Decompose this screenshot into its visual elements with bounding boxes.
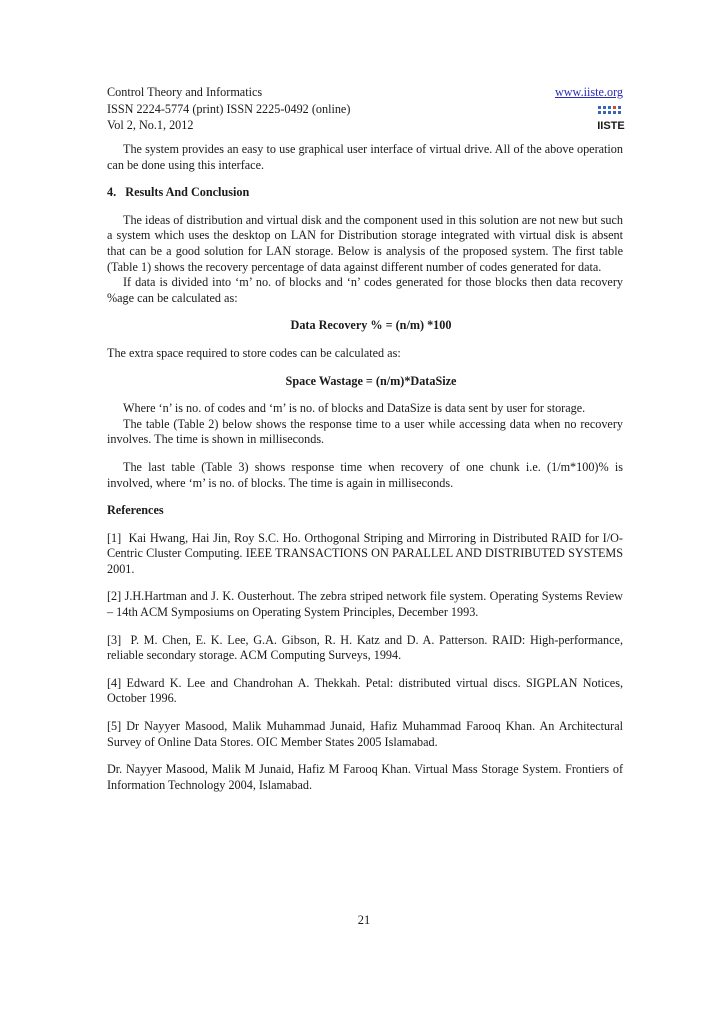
space-paragraph: The extra space required to store codes can be calculated as: (107, 345, 401, 360)
recovery-formula: Data Recovery % = (n/m) *100 (290, 318, 452, 333)
reference-item: [5] Dr Nayyer Masood, Malik Muhammad Junaid, Hafiz Muhammad Farooq Khan. An Architectural Survey of Online Data Stores. OIC Member States 2005 Islamabad. (107, 719, 623, 749)
section-heading: 4. Results And Conclusion (107, 185, 250, 200)
page-number: 21 (357, 913, 371, 927)
wastage-formula: Space Wastage = (n/m)*DataSize (285, 373, 457, 388)
references-heading: References (107, 503, 164, 518)
volume-line: Vol 2, No.1, 2012 (107, 118, 194, 132)
svg-text:IISTE: IISTE (597, 120, 625, 132)
reference-item: Dr. Nayyer Masood, Malik M Junaid, Hafiz M Farooq Khan. Virtual Mass Storage System. Frontiers of Information Technology 2004, Islamabad. (107, 762, 623, 792)
journal-url-link[interactable]: www.iiste.org (554, 85, 623, 99)
running-header (107, 84, 623, 134)
reference-item: [1] Kai Hwang, Hai Jin, Roy S.C. Ho. Orthogonal Striping and Mirroring in Distributed RAID for I/O-Centric Cluster Computing. IEEE TRANSACTIONS ON PARALLEL AND DISTRIBUTED SYSTEMS 2001. (107, 530, 623, 576)
body-text (107, 142, 623, 793)
results-paragraph: The ideas of distribution and virtual disk and the component used in this solution are not new but such a system which uses the desktop on LAN for Distribution storage integrated with virtual disk is absent that can be a good solution for LAN storage. Below is analysis of the proposed system. The first table (Table 1) shows the recovery percentage of data against different number of codes generated for data. (107, 212, 623, 274)
recovery-paragraph: If data is divided into ‘m’ no. of blocks and ‘n’ codes generated for those blocks then data recovery %age can be calculated as: (107, 275, 623, 305)
reference-item: [3] P. M. Chen, E. K. Lee, G.A. Gibson, R. H. Katz and D. A. Patterson. RAID: High-performance, reliable secondary storage. ACM Computing Surveys, 1994. (107, 632, 623, 663)
reference-item: [4] Edward K. Lee and Chandrohan A. Thekkah. Petal: distributed virtual discs. SIGPLAN Notices, October 1996. (107, 675, 623, 706)
reference-item: [2] J.H.Hartman and J. K. Ousterhout. The zebra striped network file system. Operating Systems Review – 14th ACM Symposiums on Operating System Principles, December 1993. (107, 589, 623, 620)
where-paragraph: Where ‘n’ is no. of codes and ‘m’ is no. of blocks and DataSize is data sent by user for storage. (123, 401, 586, 416)
journal-title: Control Theory and Informatics (107, 85, 263, 99)
intro-paragraph: The system provides an easy to use graphical user interface of virtual drive. All of the above operation can be done using this interface. (107, 142, 623, 172)
table3-paragraph: The last table (Table 3) shows response time when recovery of one chunk i.e. (1/m*100)% is involved, where ‘m’ is no. of blocks. The time is again in milliseconds. (107, 459, 623, 490)
iiste-logo (597, 106, 625, 132)
issn-line: ISSN 2224-5774 (print) ISSN 2225-0492 (online) (107, 101, 351, 116)
table2-paragraph: The table (Table 2) below shows the response time to a user while accessing data when no recovery involves. The time is shown in milliseconds. (107, 416, 623, 447)
